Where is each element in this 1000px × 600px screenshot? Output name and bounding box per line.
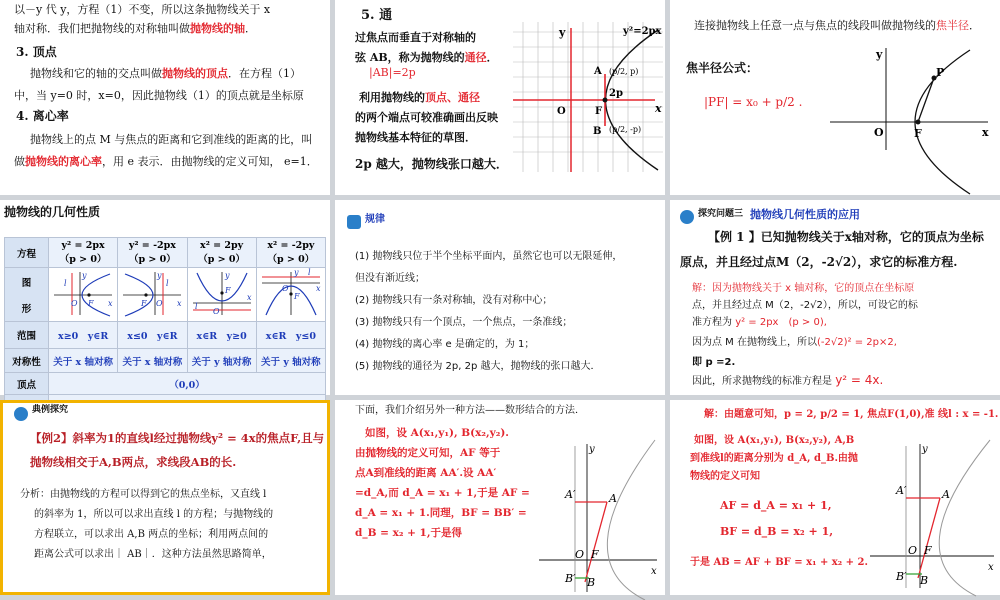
svg-text:F: F <box>88 299 94 308</box>
x-axis-label: x <box>982 126 989 139</box>
row-graph-label-a: 图 <box>21 277 32 289</box>
diagram-grid <box>513 22 663 172</box>
slide1-line6: 做抛物线的离心率，用 e 表示．由抛物线的定义可知， e=1． <box>14 155 318 168</box>
slide6-sol2: 点，并且经过点 M（2，-2√2），所以，可设它的标 <box>692 300 918 311</box>
slide2-line5: 抛物线基本特征的草图． <box>355 131 476 144</box>
slide5-list <box>355 246 622 378</box>
example-icon <box>14 407 28 421</box>
point-b-coord: (p/2, -p) <box>609 125 642 134</box>
vertex-value: （0,0） <box>49 373 326 395</box>
point-b-label: B <box>593 126 602 137</box>
origin-label: O <box>557 106 566 117</box>
slide-thumbnail-4[interactable] <box>0 200 330 395</box>
chord-length-label: 2p <box>609 88 623 99</box>
svg-text:F: F <box>293 292 300 301</box>
slide9-r3: 到准线l的距离分别为 d_A, d_B.由抛 <box>690 453 858 464</box>
slide8-r1: 如图，设 A(x₁,y₁), B(x₂,y₂). <box>365 427 509 439</box>
slide7-analysis-line1: 分析：由抛物线的方程可以得到它的焦点坐标，又直线 l <box>20 489 267 500</box>
y-axis-label: y <box>559 26 566 39</box>
slide6-problem-line1: 【例 1 】已知抛物线关于x轴对称，它的顶点为坐标 <box>708 230 984 244</box>
x-label: x <box>651 566 657 577</box>
svg-text:l: l <box>307 268 311 277</box>
slide7-question-line2: 抛物线相交于A,B两点，求线段AB的长. <box>30 455 237 469</box>
latus-rectum-diagram <box>513 22 663 172</box>
svg-text:y: y <box>82 271 87 280</box>
svg-text:x: x <box>315 284 321 293</box>
focal-chord <box>918 498 940 578</box>
slide1-heading-vertex: 3. 顶点 <box>16 45 57 59</box>
slide2-formula: |AB|=2p <box>369 66 416 79</box>
slide2-line3: 利用抛物线的顶点、通径 <box>359 91 480 104</box>
slide6-tag: 探究问题三 <box>698 209 744 219</box>
rule-item-1-cont: 但没有渐近线； <box>355 273 425 284</box>
rule-item-4: (4) 抛物线的离心率 e 是确定的，为 1； <box>355 339 535 350</box>
slide7-analysis-line2: 的斜率为 1，所以可以求出直线 l 的方程；与抛物线的 <box>34 509 274 520</box>
symmetry-1: 关于 x 轴对称 <box>49 349 118 373</box>
rule-item-2: (2) 抛物线只有一条对称轴，没有对称中心； <box>355 295 553 306</box>
slide-thumbnail-5[interactable] <box>335 200 665 395</box>
svg-text:y: y <box>293 268 299 277</box>
svg-text:x: x <box>246 293 252 302</box>
focal-chord <box>585 502 607 582</box>
header-eq2: y² = -2px （p > 0） <box>118 238 187 268</box>
focus-label: F <box>595 106 603 117</box>
f-label: F <box>924 544 932 557</box>
slide7-question-line1: 【例2】斜率为1的直线l经过抛物线y² = 4x的焦点F,且与 <box>30 431 325 445</box>
slide8-intro: 下面，我们介绍另外一种方法——数形结合的方法． <box>355 405 585 416</box>
slide7-analysis-line4: 距离公式可以求出｜ AB｜．这种方法虽然思路简单， <box>34 549 272 560</box>
rule-item-3: (3) 抛物线只有一个顶点，一个焦点，一条准线； <box>355 317 573 328</box>
svg-text:l: l <box>166 279 169 288</box>
focus-point <box>916 120 921 125</box>
x-axis-label: x <box>655 102 662 115</box>
range-3: x∈R y≥0 <box>187 322 256 349</box>
slide8-r5: d_A = x₁ + 1.同理，BF = BB′ = <box>355 507 527 519</box>
slide5-tag: 规律 <box>365 214 385 225</box>
graph-right-opening-svg <box>50 269 116 317</box>
a-prime-label: A′ <box>896 484 907 497</box>
header-eq1: y² = 2px （p > 0） <box>49 238 118 268</box>
slide2-title: 5. 通 <box>361 8 393 23</box>
slide8-r4: =d_A,而 d_A = x₁ + 1,于是 AF = <box>355 487 530 499</box>
origin-label: O <box>874 126 884 139</box>
slide3-heading: 焦半径公式： <box>686 61 759 75</box>
row-symmetry-label: 对称性 <box>5 349 49 373</box>
slide9-focal-chord-diagram <box>866 440 998 590</box>
slide6-sol4: 因为点 M 在抛物线上，所以(-2√2)² = 2p×2, <box>692 337 897 348</box>
rule-item-5: (5) 抛物线的通径为 2p, 2p 越大，抛物线的张口越大． <box>355 361 601 372</box>
graph-down-opening <box>256 268 325 322</box>
a-label: A <box>609 492 617 505</box>
note-icon <box>347 215 361 229</box>
parabola-curve <box>939 440 990 596</box>
graph-left-opening-svg <box>119 269 185 317</box>
slide9-r1: 解：由题意可知，p = 2, p/2 = 1, 焦点F(1,0),准 线l : x = -1. <box>704 409 999 420</box>
slide6-title: 抛物线几何性质的应用 <box>750 208 860 221</box>
a-label: A <box>942 488 950 501</box>
slide7-tag: 典例探究 <box>32 405 69 415</box>
y-label: y <box>589 444 595 455</box>
slide3-formula: |PF| = x₀ + p/2 . <box>704 95 803 109</box>
slide-thumbnail-2[interactable] <box>335 0 665 195</box>
b-prime-label: B′ <box>565 572 576 585</box>
range-1: x≥0 y∈R <box>49 322 118 349</box>
slide-thumbnail-8[interactable] <box>335 400 665 595</box>
slide1-line5: 抛物线上的点 M 与焦点的距离和它到准线的距离的比，叫 <box>30 133 313 146</box>
slide1-line4: 中，当 y=0 时，x=0，因此抛物线（1）的顶点就是坐标原 <box>14 89 304 102</box>
graph-up-opening <box>187 268 256 322</box>
range-2: x≤0 y∈R <box>118 322 187 349</box>
explore-icon <box>680 210 694 224</box>
slide9-r7: 于是 AB = AF + BF = x₁ + x₂ + 2. <box>690 557 868 568</box>
slide1-line2: 轴对称．我们把抛物线的对称轴叫做抛物线的轴． <box>14 22 256 35</box>
point-a-label: A <box>594 66 602 77</box>
slide3-line1: 连接抛物线上任意一点与焦点的线段叫做抛物线的焦半径． <box>694 19 980 32</box>
slide4-title: 抛物线的几何性质 <box>4 205 101 219</box>
slide1-line1: 以－y 代 y，方程（1）不变，所以这条抛物线关于 x <box>14 3 271 16</box>
slide-thumbnail-3[interactable] <box>670 0 1000 195</box>
row-graph-label-b: 形 <box>21 303 32 315</box>
b-prime-label: B′ <box>896 570 907 583</box>
header-equation: 方程 <box>5 238 49 268</box>
o-label: O <box>575 548 585 561</box>
b-label: B <box>587 576 596 589</box>
range-4: x∈R y≤0 <box>256 322 325 349</box>
slide6-sol1: 解：因为抛物线关于 x 轴对称，它的顶点在坐标原 <box>692 283 915 294</box>
svg-text:O: O <box>281 284 289 293</box>
slide7-analysis-line3: 方程联立，可以求出 A,B 两点的坐标；利用两点间的 <box>34 529 269 540</box>
svg-text:O: O <box>212 307 220 316</box>
header-eq3: x² = 2py （p > 0） <box>187 238 256 268</box>
parabola-equation-label: y²=2px <box>623 26 662 37</box>
slide-thumbnail-7[interactable] <box>0 400 330 595</box>
f-label: F <box>591 548 599 561</box>
slide-thumbnail-9[interactable] <box>670 400 1000 595</box>
slide9-r5: AF = d_A = x₁ + 1, <box>720 499 832 512</box>
slide8-r3: 点A到准线的距离 AA′.设 AA′ <box>355 467 497 479</box>
slide2-line4: 的两个端点可较准确画出反映 <box>355 111 498 124</box>
slide8-r6: d_B = x₂ + 1,于是得 <box>355 527 463 539</box>
svg-text:l: l <box>194 302 198 311</box>
slide2-line1: 过焦点而垂直于对称轴的 <box>355 31 476 44</box>
slide-thumbnail-6[interactable] <box>670 200 1000 395</box>
focus-point <box>603 98 608 103</box>
rule-item-1: (1) 抛物线只位于半个坐标平面内，虽然它也可以无限延伸， <box>355 251 623 262</box>
point-p-label: P <box>936 66 945 79</box>
symmetry-3: 关于 y 轴对称 <box>187 349 256 373</box>
properties-table <box>4 237 326 415</box>
slide6-problem-line2: 原点，并且经过点M（2，-2√2），求它的标准方程. <box>680 255 958 269</box>
svg-text:y: y <box>157 271 162 280</box>
slide9-r6: BF = d_B = x₂ + 1, <box>720 525 834 538</box>
slide6-sol6: 因此，所求抛物线的标准方程是 y² = 4x. <box>692 373 884 387</box>
slide8-focal-chord-diagram <box>535 440 663 595</box>
a-prime-label: A′ <box>565 488 576 501</box>
row-graph-label <box>5 268 49 322</box>
svg-text:F: F <box>224 286 231 295</box>
slide1-heading-ecc: 4. 离心率 <box>16 109 69 123</box>
x-label: x <box>988 562 994 573</box>
b-label: B <box>920 574 929 587</box>
point-a-coord: (p/2, p) <box>609 67 639 76</box>
graph-left-opening <box>118 268 187 322</box>
y-label: y <box>922 444 928 455</box>
slide6-sol5: 即 p =2. <box>692 357 736 368</box>
svg-text:y: y <box>224 271 230 280</box>
svg-text:O: O <box>156 299 163 308</box>
svg-text:x: x <box>177 299 182 308</box>
slide6-sol3: 准方程为 y² = 2px (p > 0), <box>692 317 827 328</box>
graph-right-opening <box>49 268 118 322</box>
graph-up-opening-svg <box>189 269 255 317</box>
slide2-line6: 2p 越大，抛物线张口越大． <box>355 157 508 171</box>
row-range-label: 范围 <box>5 322 49 349</box>
symmetry-2: 关于 x 轴对称 <box>118 349 187 373</box>
row-vertex-label: 顶点 <box>5 373 49 395</box>
svg-text:x: x <box>108 299 113 308</box>
slide8-r2: 由抛物线的定义可知，AF 等于 <box>355 447 501 459</box>
focus-label: F <box>914 127 922 140</box>
svg-text:l: l <box>64 279 67 288</box>
header-eq4: x² = -2py （p > 0） <box>256 238 325 268</box>
svg-text:O: O <box>71 299 78 308</box>
slide2-line2: 弦 AB，称为抛物线的通径． <box>355 51 498 64</box>
o-label: O <box>908 544 918 557</box>
slide-thumbnail-1[interactable] <box>0 0 330 195</box>
slide9-r4: 物线的定义可知 <box>690 471 760 482</box>
slide1-line3: 抛物线和它的轴的交点叫做抛物线的顶点．在方程（1） <box>30 67 301 80</box>
symmetry-4: 关于 y 轴对称 <box>256 349 325 373</box>
parabola-curve <box>607 440 655 600</box>
slide9-r2: 如图，设 A(x₁,y₁), B(x₂,y₂), A,B <box>694 435 855 446</box>
svg-text:F: F <box>141 299 147 308</box>
graph-down-opening-svg <box>258 269 324 317</box>
focal-radius-diagram <box>820 44 995 154</box>
y-axis-label: y <box>876 48 883 61</box>
